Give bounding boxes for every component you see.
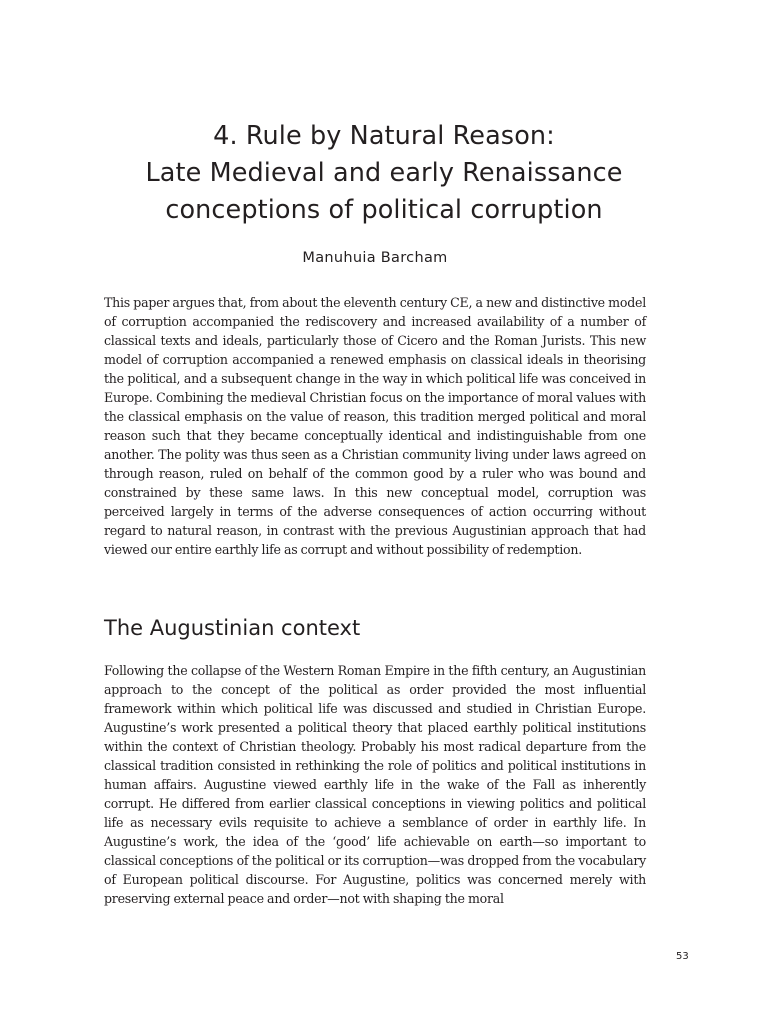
abstract-paragraph: This paper argues that, from about the eleventh century CE, a new and distinctive model of corruption accompanied the rediscovery and increased availability of a number of classical texts and ideals, particularly those of Cicero and the Roman Jurists. This new model of corruption accompanied a renewed emphasis on classical ideals in theorising the political, and a subsequent change in the way in which political life was conceived in Europe. Combining the medieval Christian focus on the importance of moral values with the classical emphasis on the value of reason, this tradition merged political and moral reason such that they became conceptually identical and indistinguishable from one another. The polity was thus seen as a Christian community living under laws agreed on through reason, ruled on behalf of the common good by a ruler who was bound and constrained by these same laws. In this new conceptual model, corruption was perceived largely in terms of the adverse consequences of action occurring without regard to natural reason, in contrast with the previous Augustinian approach that had viewed our entire earthly life as corrupt and without possibility of redemption.: [104, 295, 646, 557]
chapter-title: [60, 118, 708, 229]
page-number: 53: [676, 951, 689, 962]
chapter-title-line-2: Late Medieval and early Renaissance: [145, 158, 623, 188]
chapter-title-line-1: 4. Rule by Natural Reason:: [213, 121, 555, 151]
chapter-title-line-3: conceptions of political corruption: [165, 195, 603, 225]
section-heading: The Augustinian context: [104, 616, 361, 640]
body-paragraph: Following the collapse of the Western Roman Empire in the fifth century, an Augustinian approach to the concept of the political as order provided the most influential framework within which political life was discussed and studied in Christian Europe. Augustine’s work presented a political theory that placed earthly political institutions within the context of Christian theology. Probably his most radical departure from the classical tradition consisted in rethinking the role of politics and political institutions in human affairs. Augustine viewed earthly life in the wake of the Fall as inherently corrupt. He differed from earlier classical conceptions in viewing politics and political life as necessary evils requisite to achieve a semblance of order in earthly life. In Augustine’s work, the idea of the ‘good’ life achievable on earth—so important to classical conceptions of the political or its corruption—was dropped from the vocabulary of European political discourse. For Augustine, politics was concerned merely with preserving external peace and order—not with shaping the moral: [104, 663, 646, 906]
author-name: Manuhuia Barcham: [302, 250, 448, 266]
